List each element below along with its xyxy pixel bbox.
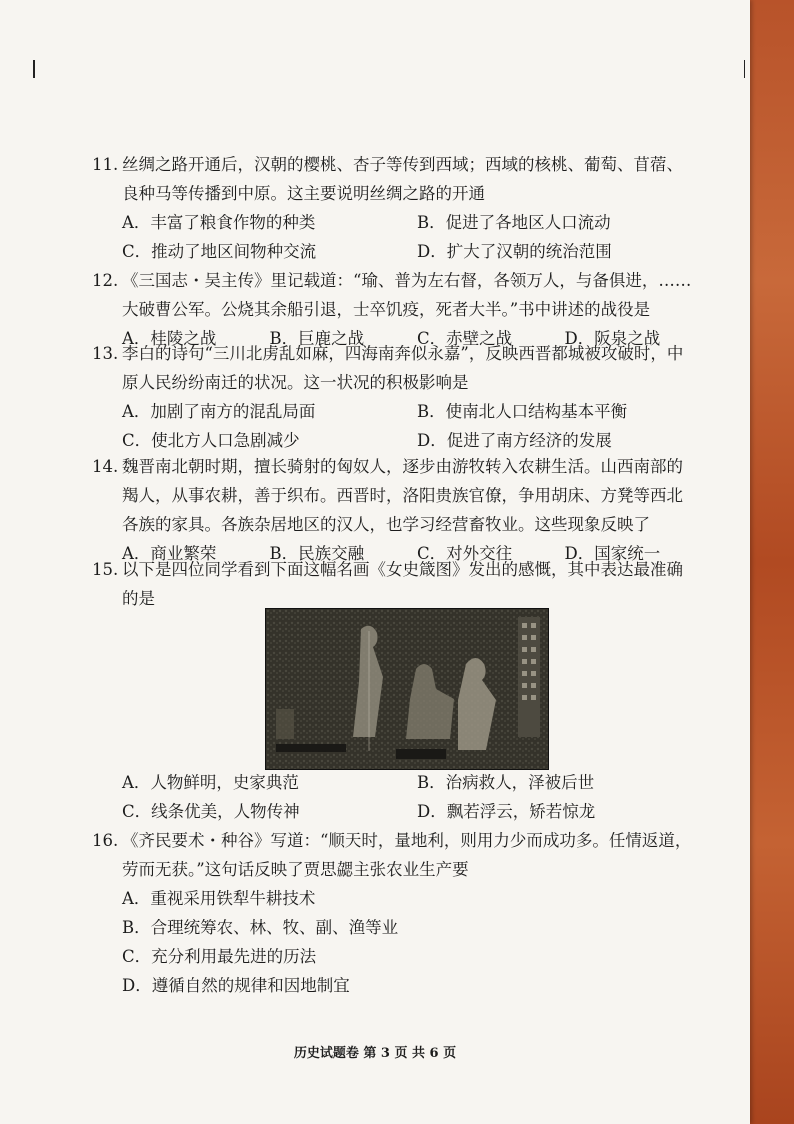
option-a[interactable]: A．加剧了南方的混乱局面 <box>122 402 316 421</box>
option-c[interactable]: C．对外交往 <box>417 544 513 563</box>
option-c[interactable]: C．充分利用最先进的历法 <box>122 947 317 966</box>
question-14 <box>92 452 712 568</box>
question-stem-line: 大破曹公军。公烧其余船引退，士卒饥疫，死者大半。”书中讲述的战役是 <box>122 300 651 319</box>
option-a[interactable]: A．人物鲜明，史家典范 <box>122 773 299 792</box>
option-b[interactable]: B．使南北人口结构基本平衡 <box>417 402 628 421</box>
options <box>122 397 712 455</box>
question-stem-line: 各族的家具。各族杂居地区的汉人，也学习经营畜牧业。这些现象反映了 <box>122 515 650 534</box>
question-number: 14. <box>92 457 119 476</box>
question-15 <box>92 555 712 613</box>
question-15-options <box>92 768 712 826</box>
question-stem-line: 《三国志・吴主传》里记载道：“瑜、普为左右督，各领万人，与备俱进，…… <box>122 271 692 290</box>
question-number: 12. <box>92 271 119 290</box>
option-b[interactable]: B．合理统筹农、林、牧、副、渔等业 <box>122 918 399 937</box>
question-stem-line: 李白的诗句“三川北虏乱如麻，四海南奔似永嘉”，反映西晋都城被攻破时，中 <box>122 344 684 363</box>
question-stem-line: 《齐民要术・种谷》写道：“顺天时，量地利，则用力少而成功多。任情返道， <box>122 831 692 850</box>
option-b[interactable]: B．治病救人，泽被后世 <box>417 773 595 792</box>
option-c[interactable]: C．赤壁之战 <box>417 329 513 348</box>
option-a[interactable]: A．重视采用铁犁牛耕技术 <box>122 889 316 908</box>
option-b[interactable]: B．促进了各地区人口流动 <box>417 213 611 232</box>
option-c[interactable]: C．使北方人口急剧减少 <box>122 431 300 450</box>
question-stem-line: 的是 <box>122 589 155 608</box>
option-a[interactable]: A．丰富了粮食作物的种类 <box>122 213 316 232</box>
option-d[interactable]: D．遵循自然的规律和因地制宜 <box>122 976 350 995</box>
option-c[interactable]: C．线条优美，人物传神 <box>122 802 300 821</box>
question-stem-line: 魏晋南北朝时期，擅长骑射的匈奴人，逐步由游牧转入农耕生活。山西南部的 <box>122 457 683 476</box>
options <box>122 884 712 1000</box>
question-16 <box>92 826 712 1000</box>
option-c[interactable]: C．推动了地区间物种交流 <box>122 242 317 261</box>
option-a[interactable]: A．商业繁荣 <box>122 544 217 563</box>
option-b[interactable]: B．巨鹿之战 <box>269 329 365 348</box>
question-stem-line: 以下是四位同学看到下面这幅名画《女史箴图》发出的感慨，其中表达最准确 <box>122 560 683 579</box>
question-stem-line: 良种马等传播到中原。这主要说明丝绸之路的开通 <box>122 184 485 203</box>
question-number: 15. <box>92 560 119 579</box>
question-number: 16. <box>92 831 119 850</box>
option-d[interactable]: D．阪泉之战 <box>564 329 661 348</box>
question-13 <box>92 339 712 455</box>
option-a[interactable]: A．桂陵之战 <box>122 329 217 348</box>
question-stem-line: 丝绸之路开通后，汉朝的樱桃、杏子等传到西域；西域的核桃、葡萄、苜蓿、 <box>122 155 683 174</box>
question-number: 11. <box>92 155 119 174</box>
options <box>122 768 712 826</box>
option-d[interactable]: D．国家统一 <box>564 544 661 563</box>
question-11 <box>92 150 712 266</box>
edge-mark <box>33 60 35 78</box>
question-number: 13. <box>92 344 119 363</box>
options <box>122 208 712 266</box>
page-footer: 历史试题卷 第 3 页 共 6 页 <box>293 1046 457 1061</box>
edge-mark <box>744 60 745 78</box>
question-stem-line: 原人民纷纷南迁的状况。这一状况的积极影响是 <box>122 373 469 392</box>
option-b[interactable]: B．民族交融 <box>269 544 365 563</box>
question-stem-line: 羯人，从事农耕，善于织布。西晋时，洛阳贵族官僚，争用胡床、方凳等西北 <box>122 486 683 505</box>
option-d[interactable]: D．促进了南方经济的发展 <box>417 431 612 450</box>
question-stem-line: 劳而无获。”这句话反映了贾思勰主张农业生产要 <box>122 860 469 879</box>
option-d[interactable]: D．飘若浮云，矫若惊龙 <box>417 802 596 821</box>
painting-nushizhen-image <box>265 608 549 770</box>
option-d[interactable]: D．扩大了汉朝的统治范围 <box>417 242 612 261</box>
